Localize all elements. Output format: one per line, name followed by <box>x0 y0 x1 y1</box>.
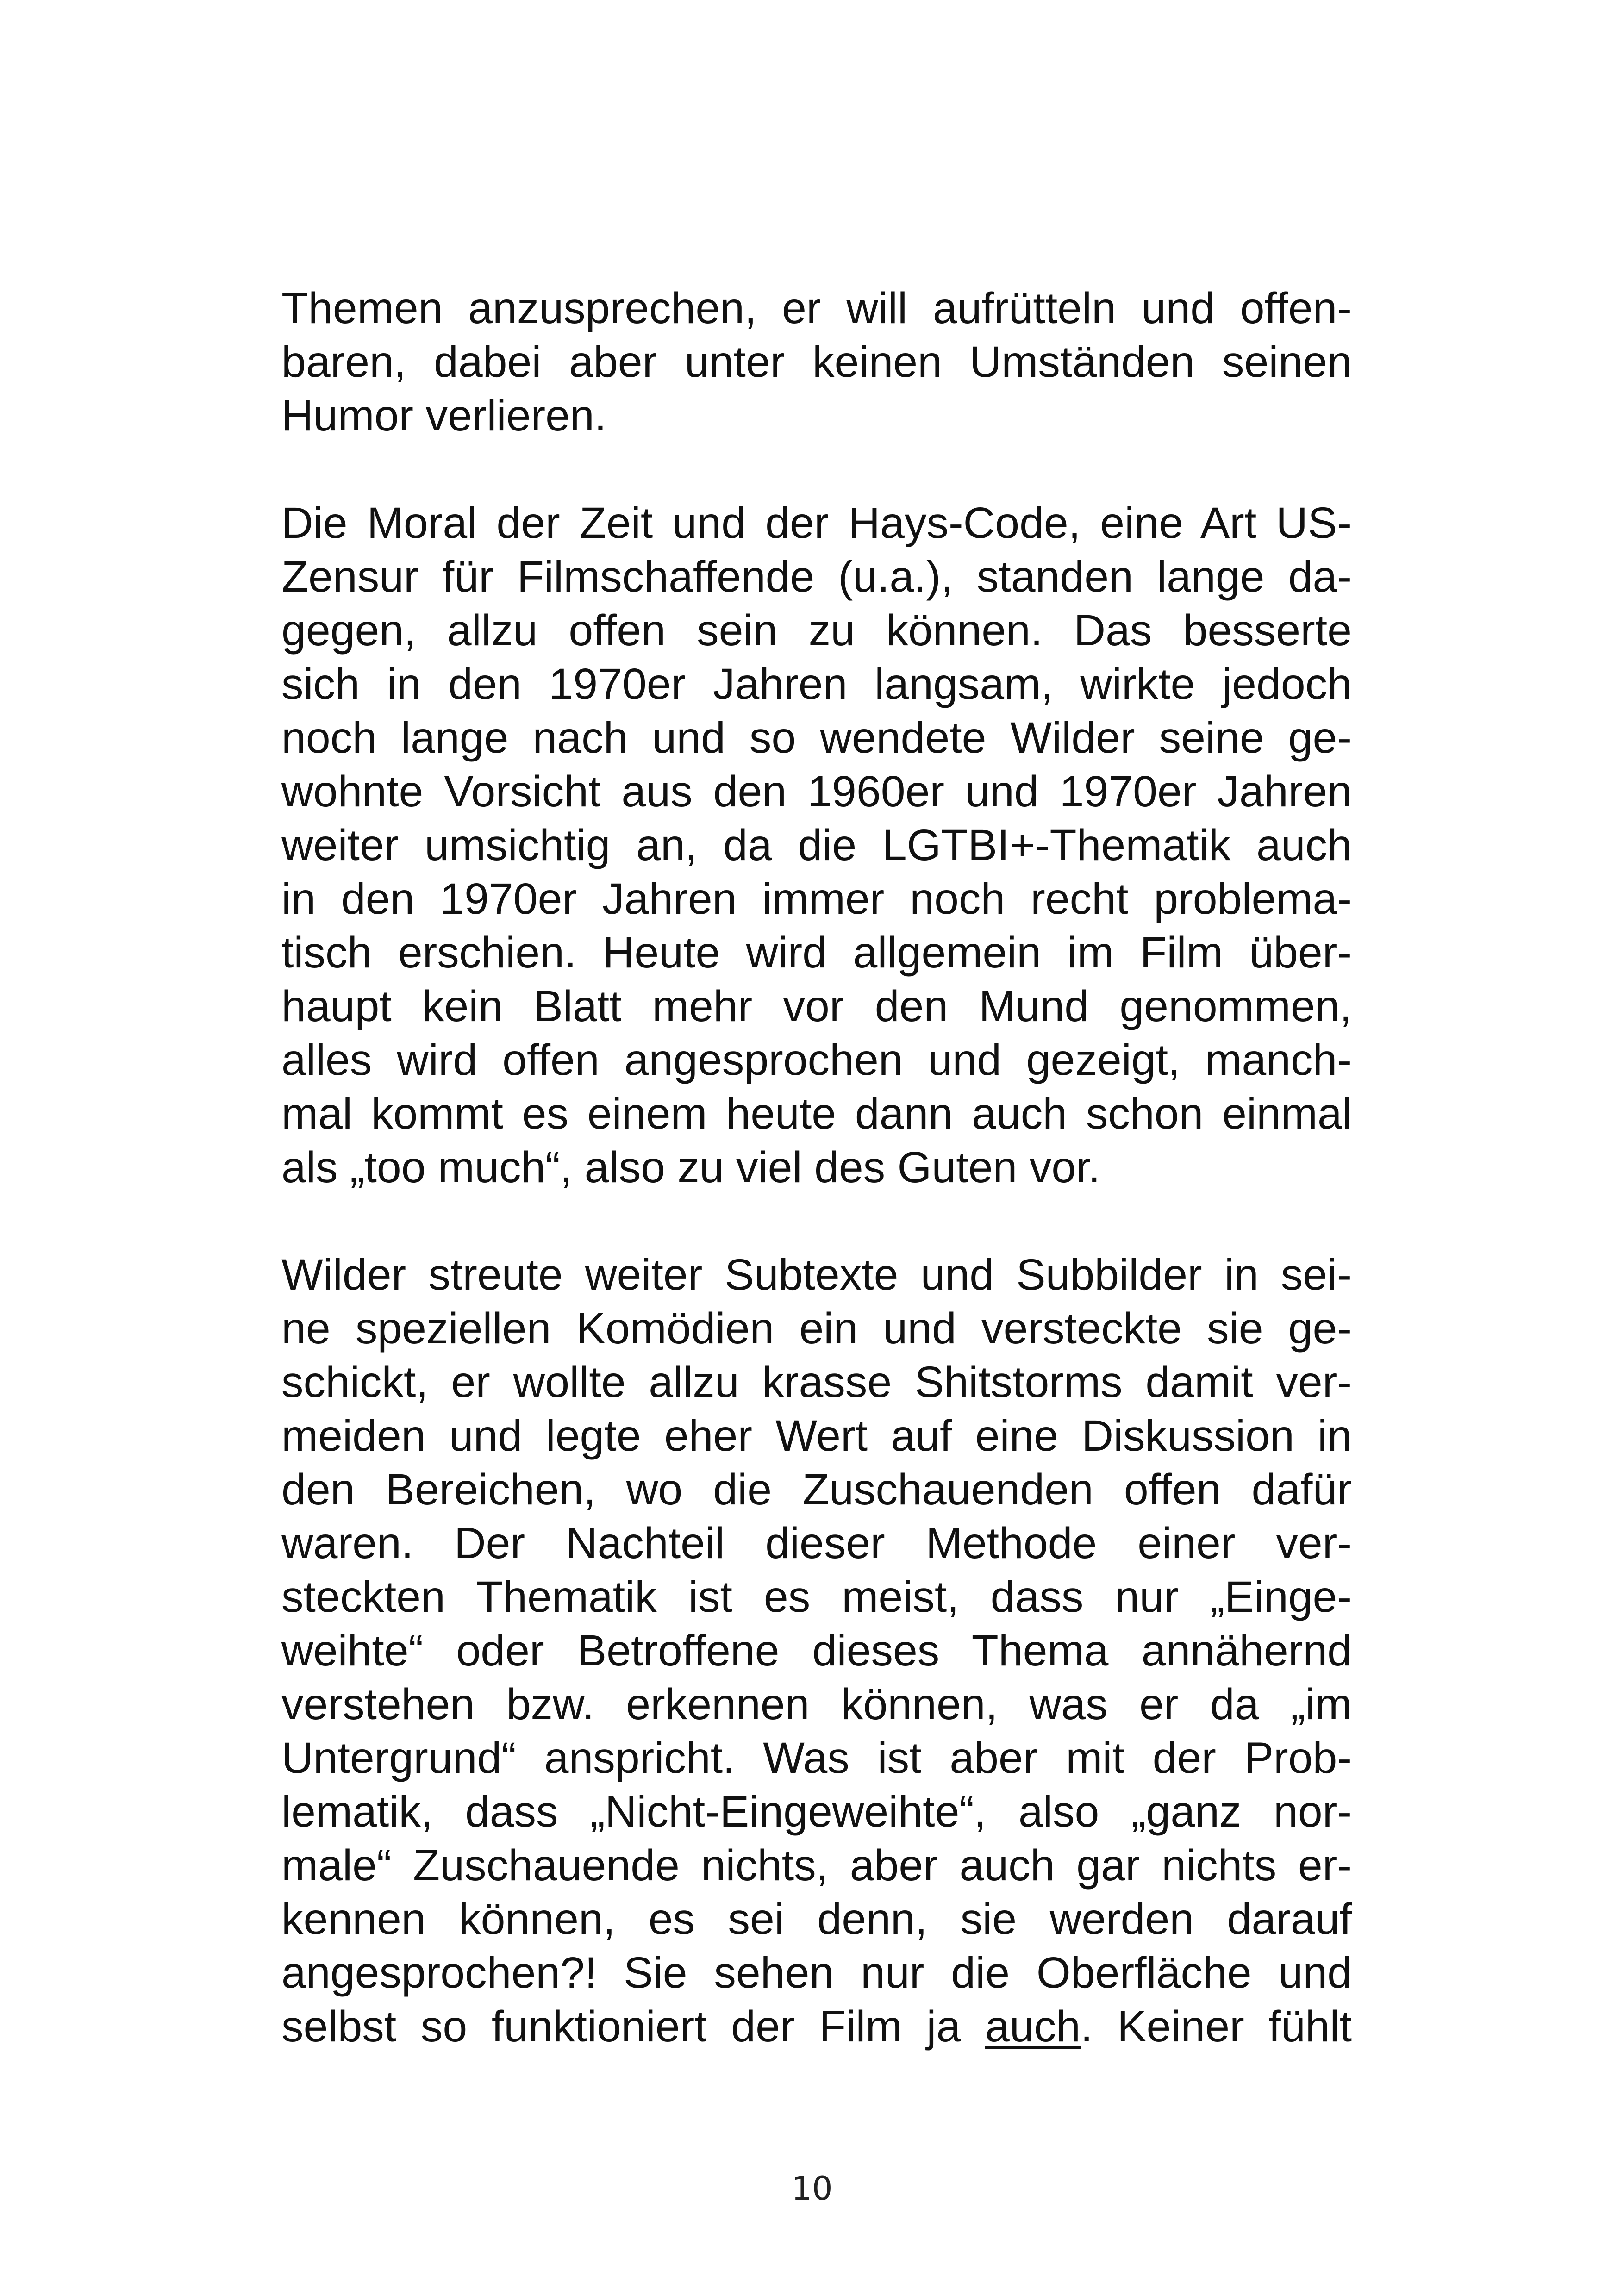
paragraph-1 <box>281 281 1352 443</box>
page-number: 10 <box>791 2170 833 2208</box>
text-line: mal kommt es einem heute dann auch schon einmal <box>281 1089 1352 1138</box>
text-line: weiter umsichtig an, da die LGTBI+-Thematik auch <box>281 821 1352 870</box>
text-line: alles wird offen angesprochen und gezeigt, manch- <box>281 1035 1352 1085</box>
text-line-with-underline <box>281 2000 1352 2053</box>
text-line: in den 1970er Jahren immer noch recht problema- <box>281 874 1352 923</box>
text-line: noch lange nach und so wendete Wilder seine ge- <box>281 713 1352 762</box>
paragraph-spacer <box>281 1194 1352 1248</box>
text-segment: selbst so funktioniert der Film ja <box>281 2002 986 2051</box>
paragraph-3 <box>281 1248 1352 2053</box>
text-line: lematik, dass „Nicht-Eingeweihte“, also „ganz nor- <box>281 1787 1352 1836</box>
text-line: kennen können, es sei denn, sie werden darauf <box>281 1895 1352 1944</box>
text-line: angesprochen?! Sie sehen nur die Oberfläche und <box>281 1948 1352 1997</box>
text-line: tisch erschien. Heute wird allgemein im Film über- <box>281 928 1352 977</box>
text-line: als „too much“, also zu viel des Guten vor. <box>281 1143 1100 1192</box>
text-line: verstehen bzw. erkennen können, was er da „im <box>281 1680 1352 1729</box>
text-line: Wilder streute weiter Subtexte und Subbilder in sei- <box>281 1250 1352 1299</box>
text-line: steckten Thematik ist es meist, dass nur „Einge- <box>281 1572 1352 1621</box>
text-line: sich in den 1970er Jahren langsam, wirkte jedoch <box>281 660 1352 709</box>
text-line: ne speziellen Komödien ein und versteckte sie ge- <box>281 1304 1352 1353</box>
body-text <box>281 281 1352 2053</box>
paragraph-2 <box>281 496 1352 1194</box>
text-line: gegen, allzu offen sein zu können. Das besserte <box>281 606 1352 655</box>
text-line: wohnte Vorsicht aus den 1960er und 1970er Jahren <box>281 767 1352 816</box>
text-line: Themen anzusprechen, er will aufrütteln und offen- <box>281 284 1352 333</box>
text-line: Untergrund“ anspricht. Was ist aber mit der Prob- <box>281 1734 1352 1783</box>
text-line: Zensur für Filmschaffende (u.a.), standen lange da- <box>281 552 1352 601</box>
text-line: meiden und legte eher Wert auf eine Diskussion in <box>281 1411 1352 1460</box>
text-line: schickt, er wollte allzu krasse Shitstorms damit ver- <box>281 1358 1352 1407</box>
text-line: den Bereichen, wo die Zuschauenden offen dafür <box>281 1465 1352 1514</box>
text-line: haupt kein Blatt mehr vor den Mund genommen, <box>281 982 1352 1031</box>
text-line: weihte“ oder Betroffene dieses Thema annähernd <box>281 1626 1352 1675</box>
text-segment: . Keiner fühlt <box>1081 2002 1352 2051</box>
text-line: baren, dabei aber unter keinen Umständen seinen <box>281 337 1352 387</box>
text-line: waren. Der Nachteil dieser Methode einer ver- <box>281 1519 1352 1568</box>
text-line: male“ Zuschauende nichts, aber auch gar nichts er- <box>281 1841 1352 1890</box>
underlined-word: auch <box>985 2002 1081 2051</box>
paragraph-spacer <box>281 443 1352 496</box>
text-line: Die Moral der Zeit und der Hays-Code, eine Art US- <box>281 499 1352 548</box>
text-line: Humor verlieren. <box>281 391 607 440</box>
